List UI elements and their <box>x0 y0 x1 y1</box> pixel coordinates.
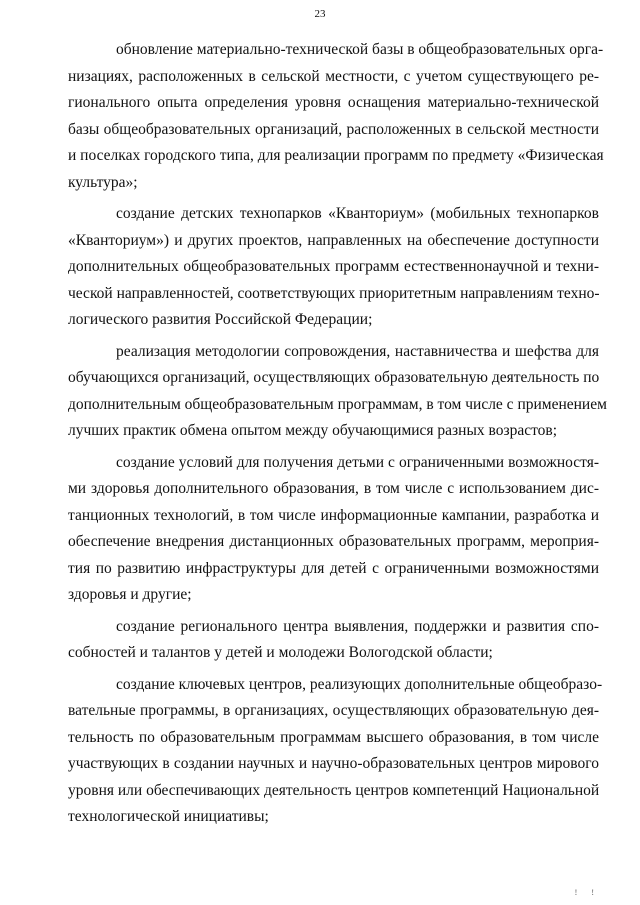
text-line: и поселках городского типа, для реализации программ по предмету «Физическая <box>68 147 604 164</box>
text-line: ми здоровья дополнительного образования, в том числе с использованием дис- <box>68 480 599 497</box>
text-line: собностей и талантов у детей и молодежи Вологодской области; <box>68 644 493 661</box>
text-line: дополнительных общеобразовательных программ естественнонаучной и техни- <box>68 258 599 275</box>
text-line: ческой направленностей, соответствующих приоритетным направлениям техно- <box>68 284 600 302</box>
text-line: тельность по образовательным программам высшего образования, в том числе <box>68 728 599 746</box>
text-line: участвующих в создании научных и научно-образовательных центров мирового <box>68 755 599 772</box>
text-line: тия по развитию инфраструктуры для детей с ограниченными возможностями <box>68 559 599 577</box>
paragraph <box>68 614 599 667</box>
text-line: создание регионального центра выявления, поддержки и развития спо- <box>116 617 599 635</box>
text-line: базы общеобразовательных организаций, расположенных в сельской местности <box>68 120 599 138</box>
text-line: здоровья и другие; <box>68 586 192 603</box>
paragraph <box>68 37 604 196</box>
text-line: обновление материально-технической базы в общеобразовательных орга- <box>116 41 604 58</box>
text-line: уровня или обеспечивающих деятельность центров компетенций Национальной <box>68 781 600 799</box>
text-line: «Кванториум») и других проектов, направленных на обеспечение доступности <box>68 231 599 249</box>
text-line: создание условий для получения детьми с ограниченными возможностя- <box>116 453 599 471</box>
scan-corner-mark: ! ! <box>574 888 600 897</box>
text-line: обучающихся организаций, осуществляющих образовательную деятельность по <box>68 369 600 386</box>
text-line: технологической инициативы; <box>68 808 269 825</box>
text-line: создание детских технопарков «Кванториум» (мобильных технопарков <box>116 205 599 222</box>
text-line: создание ключевых центров, реализующих дополнительные общеобразо- <box>116 675 603 693</box>
text-line: реализация методологии сопровождения, наставничества и шефства для <box>116 342 599 360</box>
text-line: культура»; <box>68 173 138 191</box>
text-line: низациях, расположенных в сельской местности, с учетом существующего ре- <box>68 67 599 85</box>
paragraph <box>68 339 607 445</box>
document-body <box>68 37 607 836</box>
text-line: вательные программы, в организациях, осуществляющих образовательную дея- <box>68 702 599 719</box>
text-line: гионального опыта определения уровня оснащения материально-технической <box>68 94 599 111</box>
text-line: дополнительным общеобразовательным программам, в том числе с применением <box>68 395 607 413</box>
text-line: обеспечение внедрения дистанционных образовательных программ, мероприя- <box>68 533 599 550</box>
text-line: логического развития Российской Федерации; <box>68 311 373 328</box>
paragraph <box>68 201 599 334</box>
page-number: 23 <box>314 8 326 20</box>
text-line: танционных технологий, в том числе информационные кампании, разработка и <box>68 506 599 524</box>
text-line: лучших практик обмена опытом между обучающимися разных возрастов; <box>68 422 558 439</box>
paragraph <box>68 672 603 831</box>
paragraph <box>68 450 599 609</box>
